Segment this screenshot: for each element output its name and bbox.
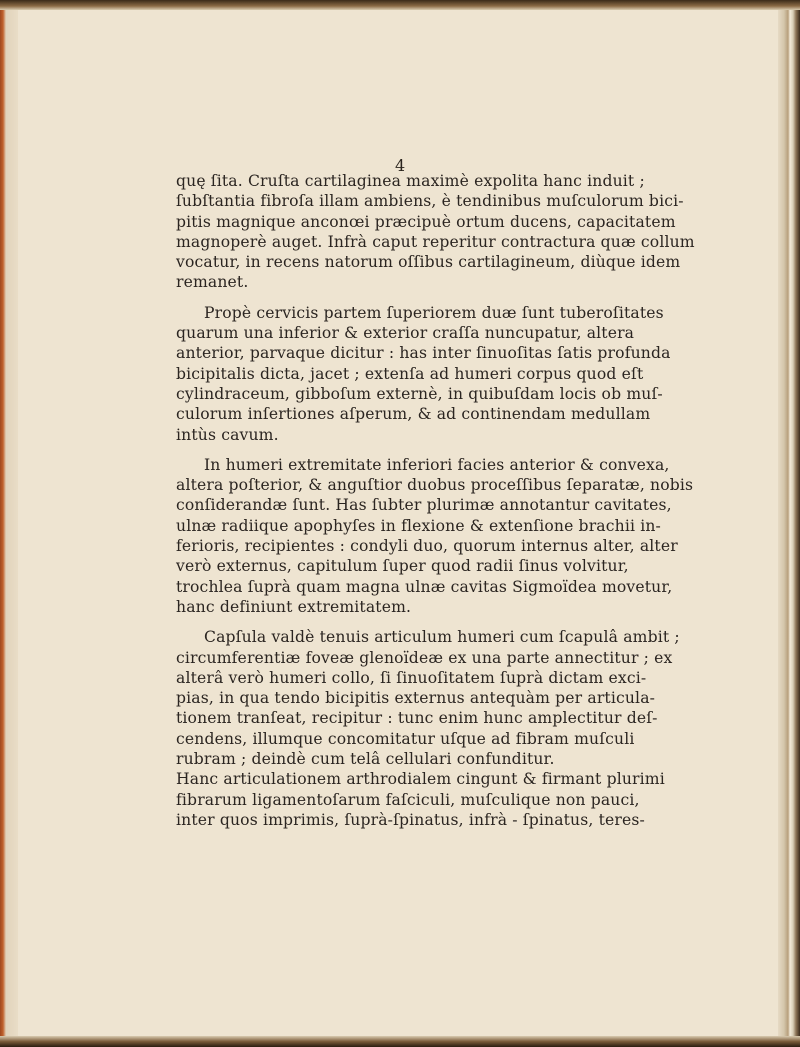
- text-line: altera poſterior, & anguſtior duobus proceſſibus ſeparatæ, nobis: [176, 476, 694, 495]
- text-line: Hanc articulationem arthrodialem cingunt & firmant plurimi: [176, 770, 665, 789]
- text-line: pias, in qua tendo bicipitis externus antequàm per articula-: [176, 689, 656, 708]
- text-line: quę ſita. Cruſta cartilaginea maximè expolita hanc induit ;: [176, 172, 645, 190]
- text-line: fibrarum ligamentoſarum faſciculi, muſculique non pauci,: [176, 790, 640, 809]
- paragraph-3: [176, 455, 694, 617]
- text-line: conſiderandæ ſunt. Has ſubter plurimæ annotantur cavitates,: [176, 496, 672, 515]
- text-line: intùs cavum.: [176, 425, 279, 444]
- text-line: tionem tranſeat, recipitur : tunc enim hunc amplectitur deſ-: [176, 709, 658, 728]
- text-line: hanc definiunt extremitatem.: [176, 597, 412, 616]
- paragraph-2: [176, 303, 671, 445]
- text-line: bicipitalis dicta, jacet ; extenſa ad humeri corpus quod eſt: [176, 364, 644, 383]
- paragraph-4: [176, 627, 680, 830]
- text-line: In humeri extremitate inferiori facies anterior & convexa,: [204, 455, 670, 474]
- text-line: anterior, parvaque dicitur : has inter ſinuoſitas ſatis profunda: [176, 344, 671, 363]
- text-line: ſubſtantia fibroſa illam ambiens, è tendinibus muſculorum bici-: [176, 192, 684, 211]
- text-line: cylindraceum, gibboſum externè, in quibuſdam locis ob muſ-: [176, 384, 663, 403]
- text-line: Capſula valdè tenuis articulum humeri cum ſcapulâ ambit ;: [204, 628, 680, 647]
- text-line: rubram ; deindè cum telâ cellulari confunditur.: [176, 750, 555, 769]
- page-left-edge: [0, 0, 18, 1047]
- page-number: 4: [395, 156, 406, 175]
- text-line: remanet.: [176, 273, 249, 292]
- page-right-edge: [778, 0, 800, 1047]
- text-line: alterâ verò humeri collo, ſi ſinuoſitatem ſuprà dictam exci-: [176, 668, 647, 687]
- text-line: pitis magnique anconœi præcipuè ortum ducens, capacitatem: [176, 212, 676, 231]
- text-line: culorum inſertiones aſperum, & ad continendam medullam: [176, 405, 651, 424]
- text-line: quarum una inferior & exterior craſſa nuncupatur, altera: [176, 324, 635, 343]
- text-line: ferioris, recipientes : condyli duo, quorum internus alter, alter: [176, 537, 678, 556]
- paragraph-1: [176, 171, 695, 293]
- text-line: trochlea ſuprà quam magna ulnæ cavitas Sigmoïdea movetur,: [176, 577, 673, 596]
- text-line: magnoperè auget. Infrà caput reperitur contractura quæ collum: [176, 232, 695, 251]
- text-line: verò externus, capitulum ſuper quod radii ſinus volvitur,: [176, 557, 629, 576]
- page-bottom-edge: [0, 1036, 800, 1047]
- body-text: [176, 171, 695, 840]
- text-line: cendens, illumque concomitatur uſque ad fibram muſculi: [176, 729, 635, 748]
- text-line: Propè cervicis partem ſuperiorem duæ ſunt tuberoſitates: [204, 303, 664, 322]
- text-line: inter quos imprimis, ſuprà-ſpinatus, infrà - ſpinatus, teres-: [176, 810, 645, 829]
- text-line: ulnæ radiique apophyſes in flexione & extenſione brachii in-: [176, 516, 661, 535]
- text-line: circumferentiæ foveæ glenoïdeæ ex una parte annectitur ; ex: [176, 648, 673, 667]
- page-top-edge: [0, 0, 800, 10]
- text-line: vocatur, in recens natorum oſſibus cartilagineum, diùque idem: [176, 253, 681, 272]
